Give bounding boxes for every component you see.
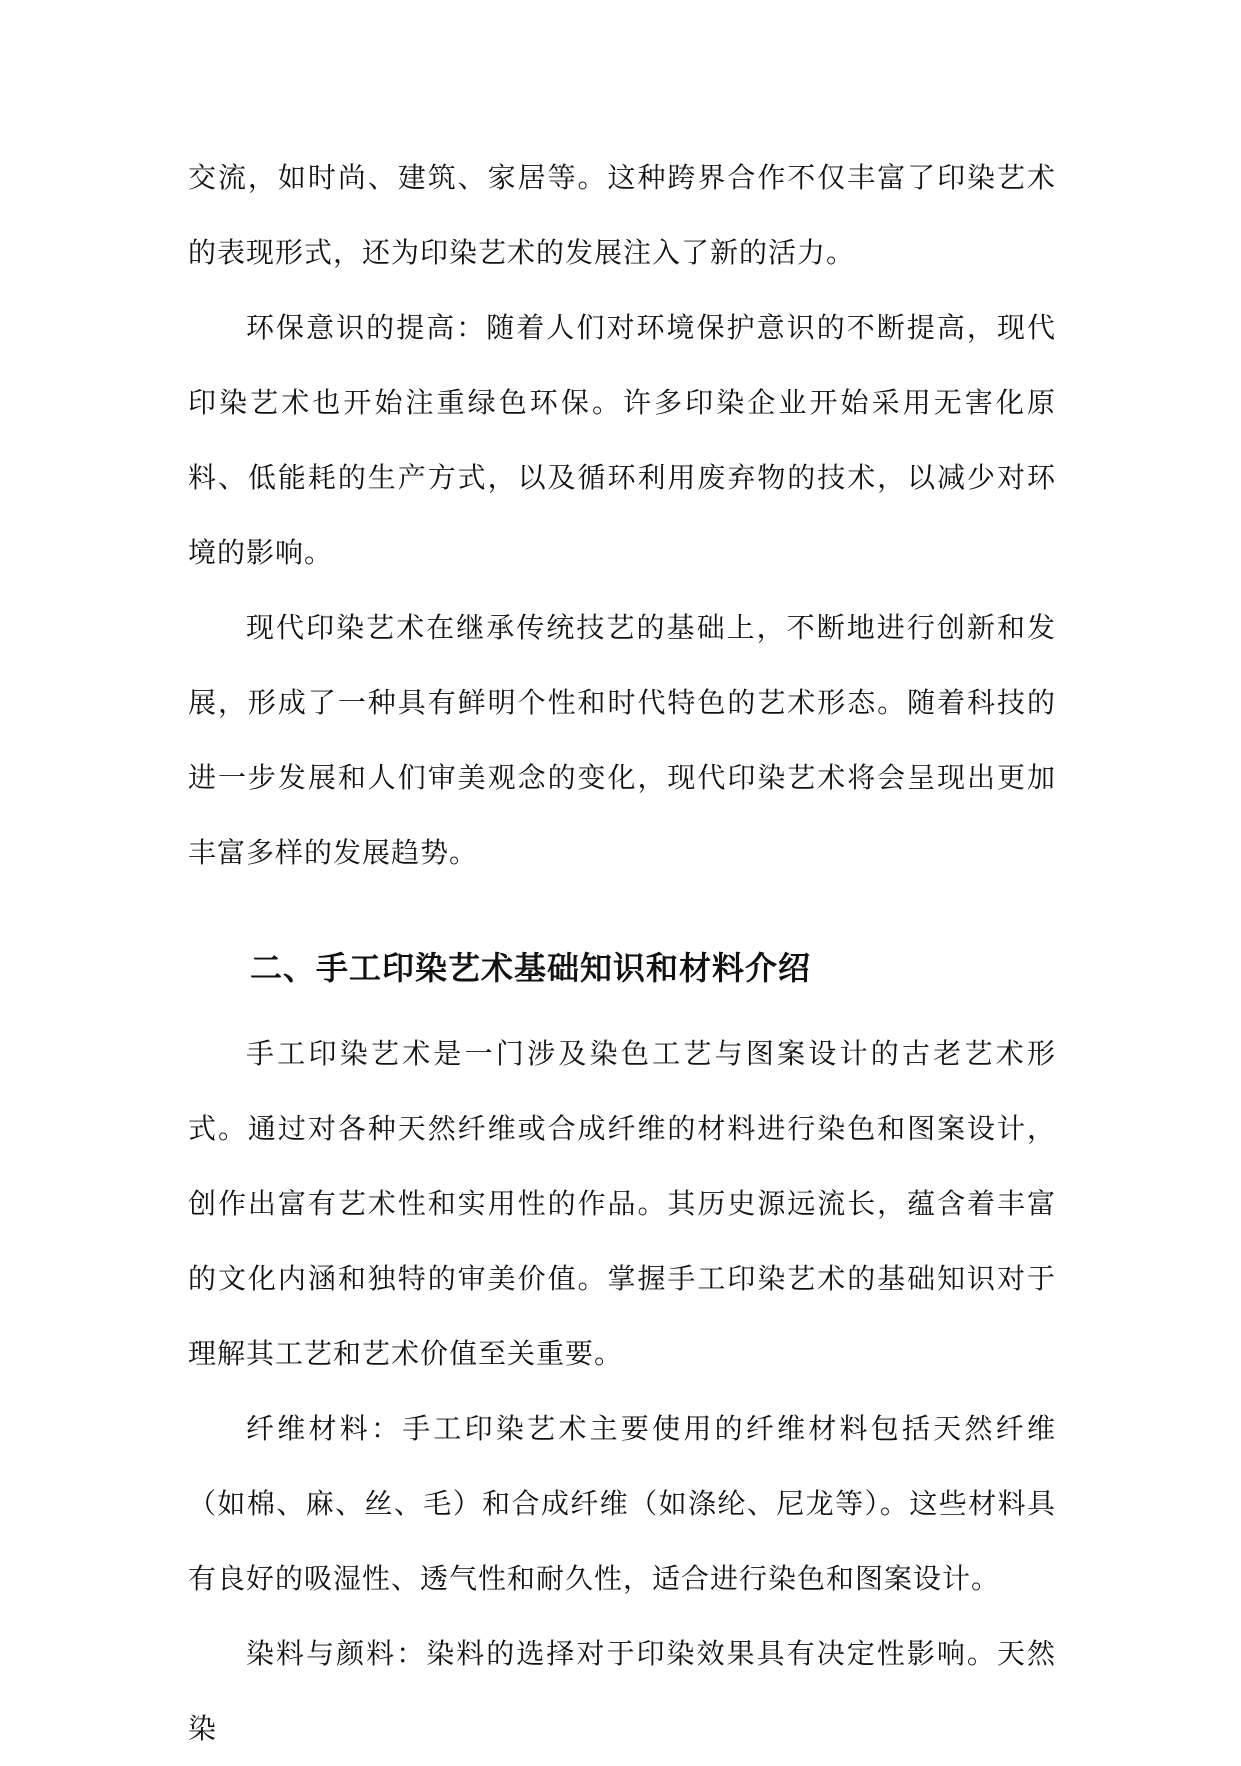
paragraph-environmental-awareness: 环保意识的提高：随着人们对环境保护意识的不断提高，现代印染艺术也开始注重绿色环保。许多印染企业开始采用无害化原料、低能耗的生产方式，以及循环利用废弃物的技术，以减少对环境的影响。 [188, 311, 1056, 569]
paragraph-continuation: 交流，如时尚、建筑、家居等。这种跨界合作不仅丰富了印染艺术的表现形式，还为印染艺术的发展注入了新的活力。 [188, 161, 1056, 269]
paragraph-fiber-materials: 纤维材料：手工印染艺术主要使用的纤维材料包括天然纤维（如棉、麻、丝、毛）和合成纤维（如涤纶、尼龙等）。这些材料具有良好的吸湿性、透气性和耐久性，适合进行染色和图案设计。 [188, 1412, 1056, 1595]
paragraph-dyes-pigments: 染料与颜料：染料的选择对于印染效果具有决定性影响。天然染 [188, 1637, 1056, 1745]
paragraph-handcraft-intro: 手工印染艺术是一门涉及染色工艺与图案设计的古老艺术形式。通过对各种天然纤维或合成纤维的材料进行染色和图案设计，创作出富有艺术性和实用性的作品。其历史源远流长，蕴含着丰富的文化内涵和独特的审美价值。掌握手工印染艺术的基础知识对于理解其工艺和艺术价值至关重要。 [188, 1037, 1056, 1370]
page-body [188, 140, 1056, 1766]
section-heading: 二、手工印染艺术基础知识和材料介绍 [250, 949, 812, 987]
paragraph-modern-printing-summary: 现代印染艺术在继承传统技艺的基础上，不断地进行创新和发展，形成了一种具有鲜明个性和时代特色的艺术形态。随着科技的进一步发展和人们审美观念的变化，现代印染艺术将会呈现出更加丰富多样的发展趋势。 [188, 611, 1056, 869]
